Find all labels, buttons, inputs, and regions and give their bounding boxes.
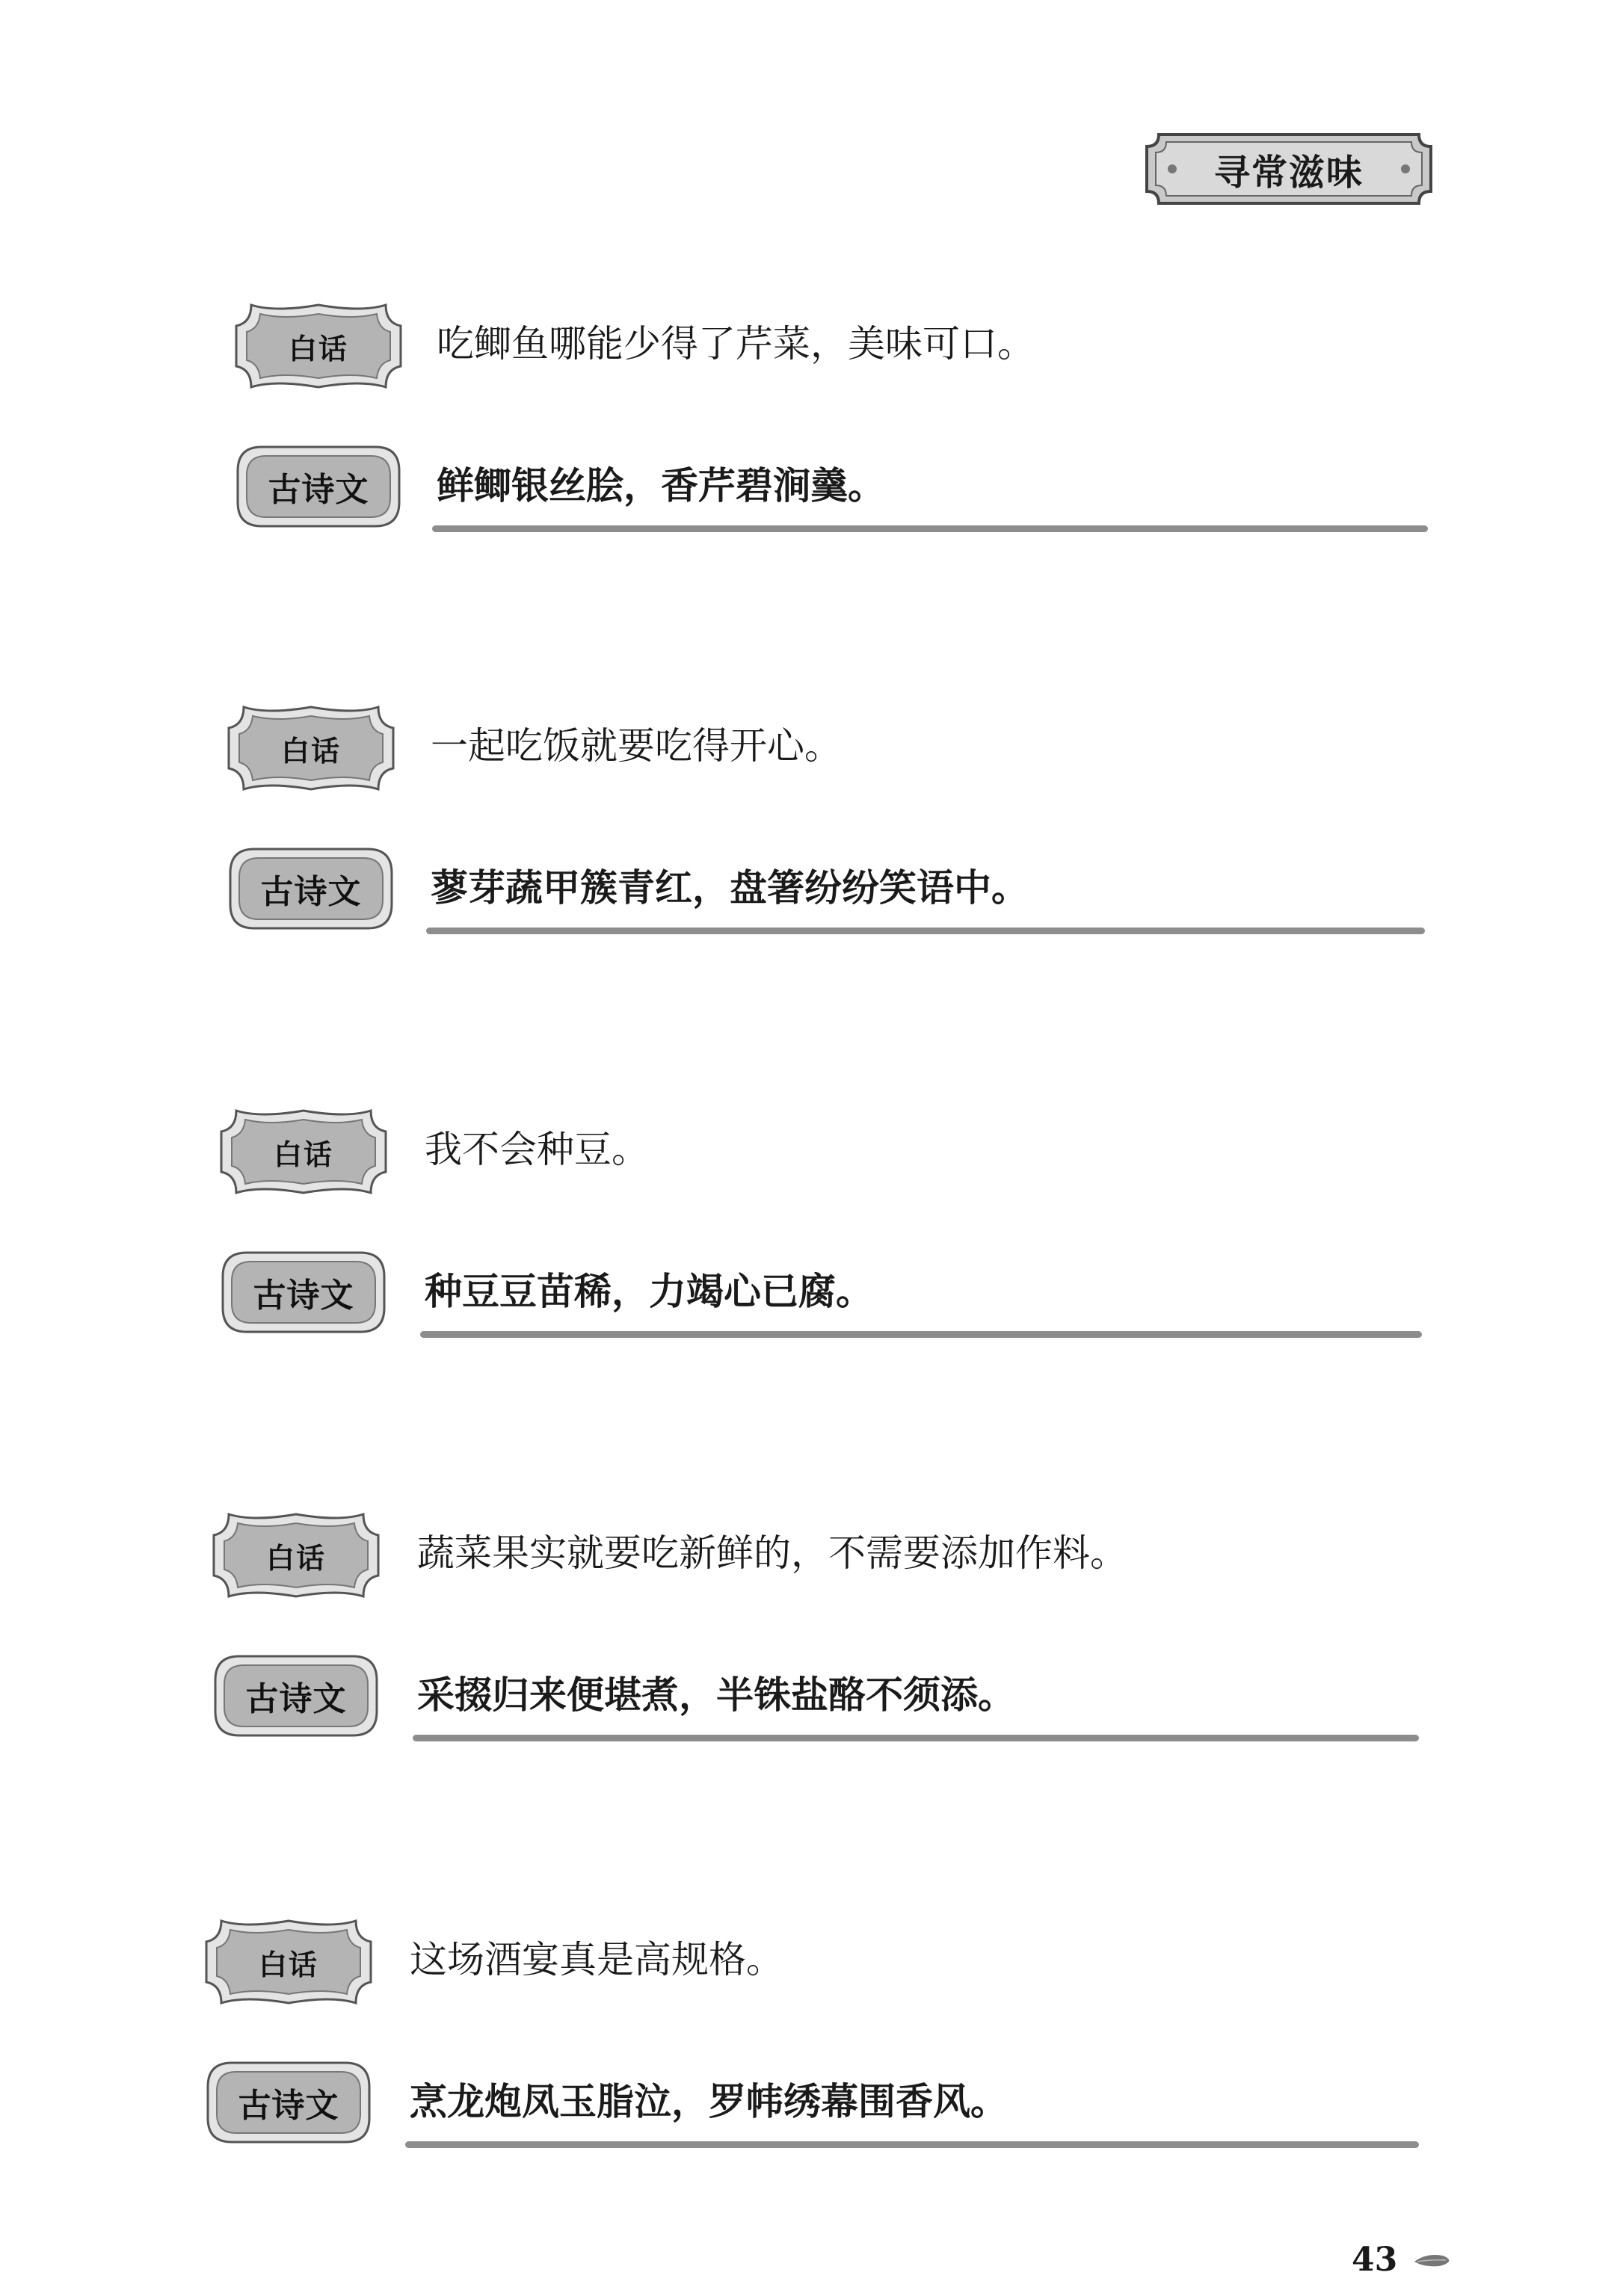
answer-underline	[420, 1331, 1422, 1338]
classical-verse: 鲜鲫银丝脍，香芹碧涧羹。	[437, 464, 885, 507]
answer-underline	[426, 928, 1425, 934]
modern-label: 白话	[265, 1540, 326, 1575]
page-number: 43	[1352, 2241, 1398, 2279]
modern-label: 白话	[280, 733, 341, 768]
classical-label: 古诗文	[245, 1680, 347, 1718]
modern-sentence: 我不会种豆。	[425, 1128, 649, 1171]
modern-label: 白话	[258, 1947, 318, 1981]
classical-label-badge	[217, 1247, 390, 1338]
modern-sentence: 一起吃饭就要吃得开心。	[431, 724, 842, 768]
entry-4	[0, 1493, 1623, 1807]
entry-1	[0, 284, 1623, 598]
classical-label: 古诗文	[253, 1277, 354, 1315]
classical-verse: 种豆豆苗稀，力竭心已腐。	[425, 1270, 873, 1313]
answer-underline	[413, 1735, 1419, 1741]
modern-label: 白话	[273, 1137, 333, 1171]
classical-label-badge	[224, 843, 398, 934]
entry-5	[0, 1900, 1623, 2214]
modern-sentence: 吃鲫鱼哪能少得了芹菜，美味可口。	[437, 322, 1035, 365]
classical-verse: 烹龙炮凤玉脂泣，罗帏绣幕围香风。	[410, 2080, 1008, 2123]
modern-sentence: 这场酒宴真是高规格。	[410, 1938, 783, 1981]
answer-underline	[405, 2141, 1419, 2148]
classical-label-badge	[232, 441, 405, 532]
modern-label: 白话	[288, 331, 348, 365]
modern-label-badge	[217, 1106, 390, 1197]
section-title-badge	[1142, 129, 1435, 209]
classical-label: 古诗文	[268, 471, 369, 509]
classical-label: 古诗文	[238, 2087, 339, 2125]
modern-sentence: 蔬菜果实就要吃新鲜的，不需要添加作料。	[417, 1531, 1127, 1575]
modern-label-badge	[202, 1916, 375, 2008]
modern-label-badge	[209, 1510, 383, 1601]
leaf-icon	[1413, 2253, 1452, 2272]
answer-underline	[432, 525, 1428, 532]
section-title: 寻常滋味	[1213, 151, 1364, 194]
entry-2	[0, 686, 1623, 1000]
classical-verse: 采掇归来便堪煮，半铢盐酪不须添。	[417, 1673, 1015, 1717]
classical-label-badge	[202, 2057, 375, 2148]
entry-3	[0, 1090, 1623, 1404]
classical-label: 古诗文	[260, 873, 362, 911]
classical-verse: 蓼芽蔬甲簇青红，盘箸纷纷笑语中。	[431, 866, 1029, 910]
modern-label-badge	[224, 703, 398, 794]
modern-label-badge	[232, 300, 405, 392]
classical-label-badge	[209, 1650, 383, 1741]
